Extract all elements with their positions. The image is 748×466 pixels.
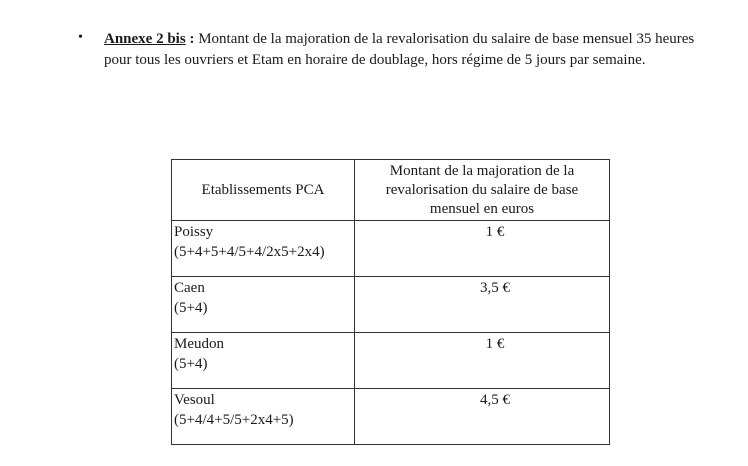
amount-cell: 1 €: [355, 221, 610, 277]
table-row: [172, 333, 610, 389]
annex-label: [104, 31, 194, 47]
table-row: [172, 389, 610, 445]
establishment-cell: [172, 221, 355, 277]
establishment-cell: [172, 389, 355, 445]
annex-label-text: Annexe 2 bis: [104, 31, 186, 47]
table-row: [172, 221, 610, 277]
establishment-cell: [172, 277, 355, 333]
establishment-regime: (5+4): [174, 300, 208, 316]
amount-cell: 4,5 €: [355, 389, 610, 445]
bullet-icon: •: [78, 30, 83, 45]
table-header-row: [172, 160, 610, 221]
header-montant: Montant de la majoration de la revalorisation du salaire de base mensuel en euros: [355, 160, 610, 221]
amount-cell: 1 €: [355, 333, 610, 389]
establishment-cell: [172, 333, 355, 389]
amount-cell: 3,5 €: [355, 277, 610, 333]
establishment-name: Meudon: [174, 336, 224, 352]
header-etablissements: Etablissements PCA: [172, 160, 355, 221]
establishment-name: Caen: [174, 280, 205, 296]
table-row: [172, 277, 610, 333]
annex-label-colon: :: [185, 31, 195, 47]
establishment-regime: (5+4): [174, 356, 208, 372]
establishment-name: Poissy: [174, 224, 214, 240]
establishment-name: Vesoul: [174, 392, 215, 408]
annex-description: Montant de la majoration de la revalorisation du salaire de base mensuel 35 heures pour tous les ouvriers et Etam en horaire de doublage, hors régime de 5 jours par semaine.: [104, 31, 695, 68]
pca-majoration-table: [171, 159, 610, 445]
establishment-regime: (5+4/4+5/5+2x4+5): [174, 412, 294, 428]
establishment-regime: (5+4+5+4/5+4/2x5+2x4): [174, 244, 325, 260]
annex-text-block: [104, 29, 704, 71]
